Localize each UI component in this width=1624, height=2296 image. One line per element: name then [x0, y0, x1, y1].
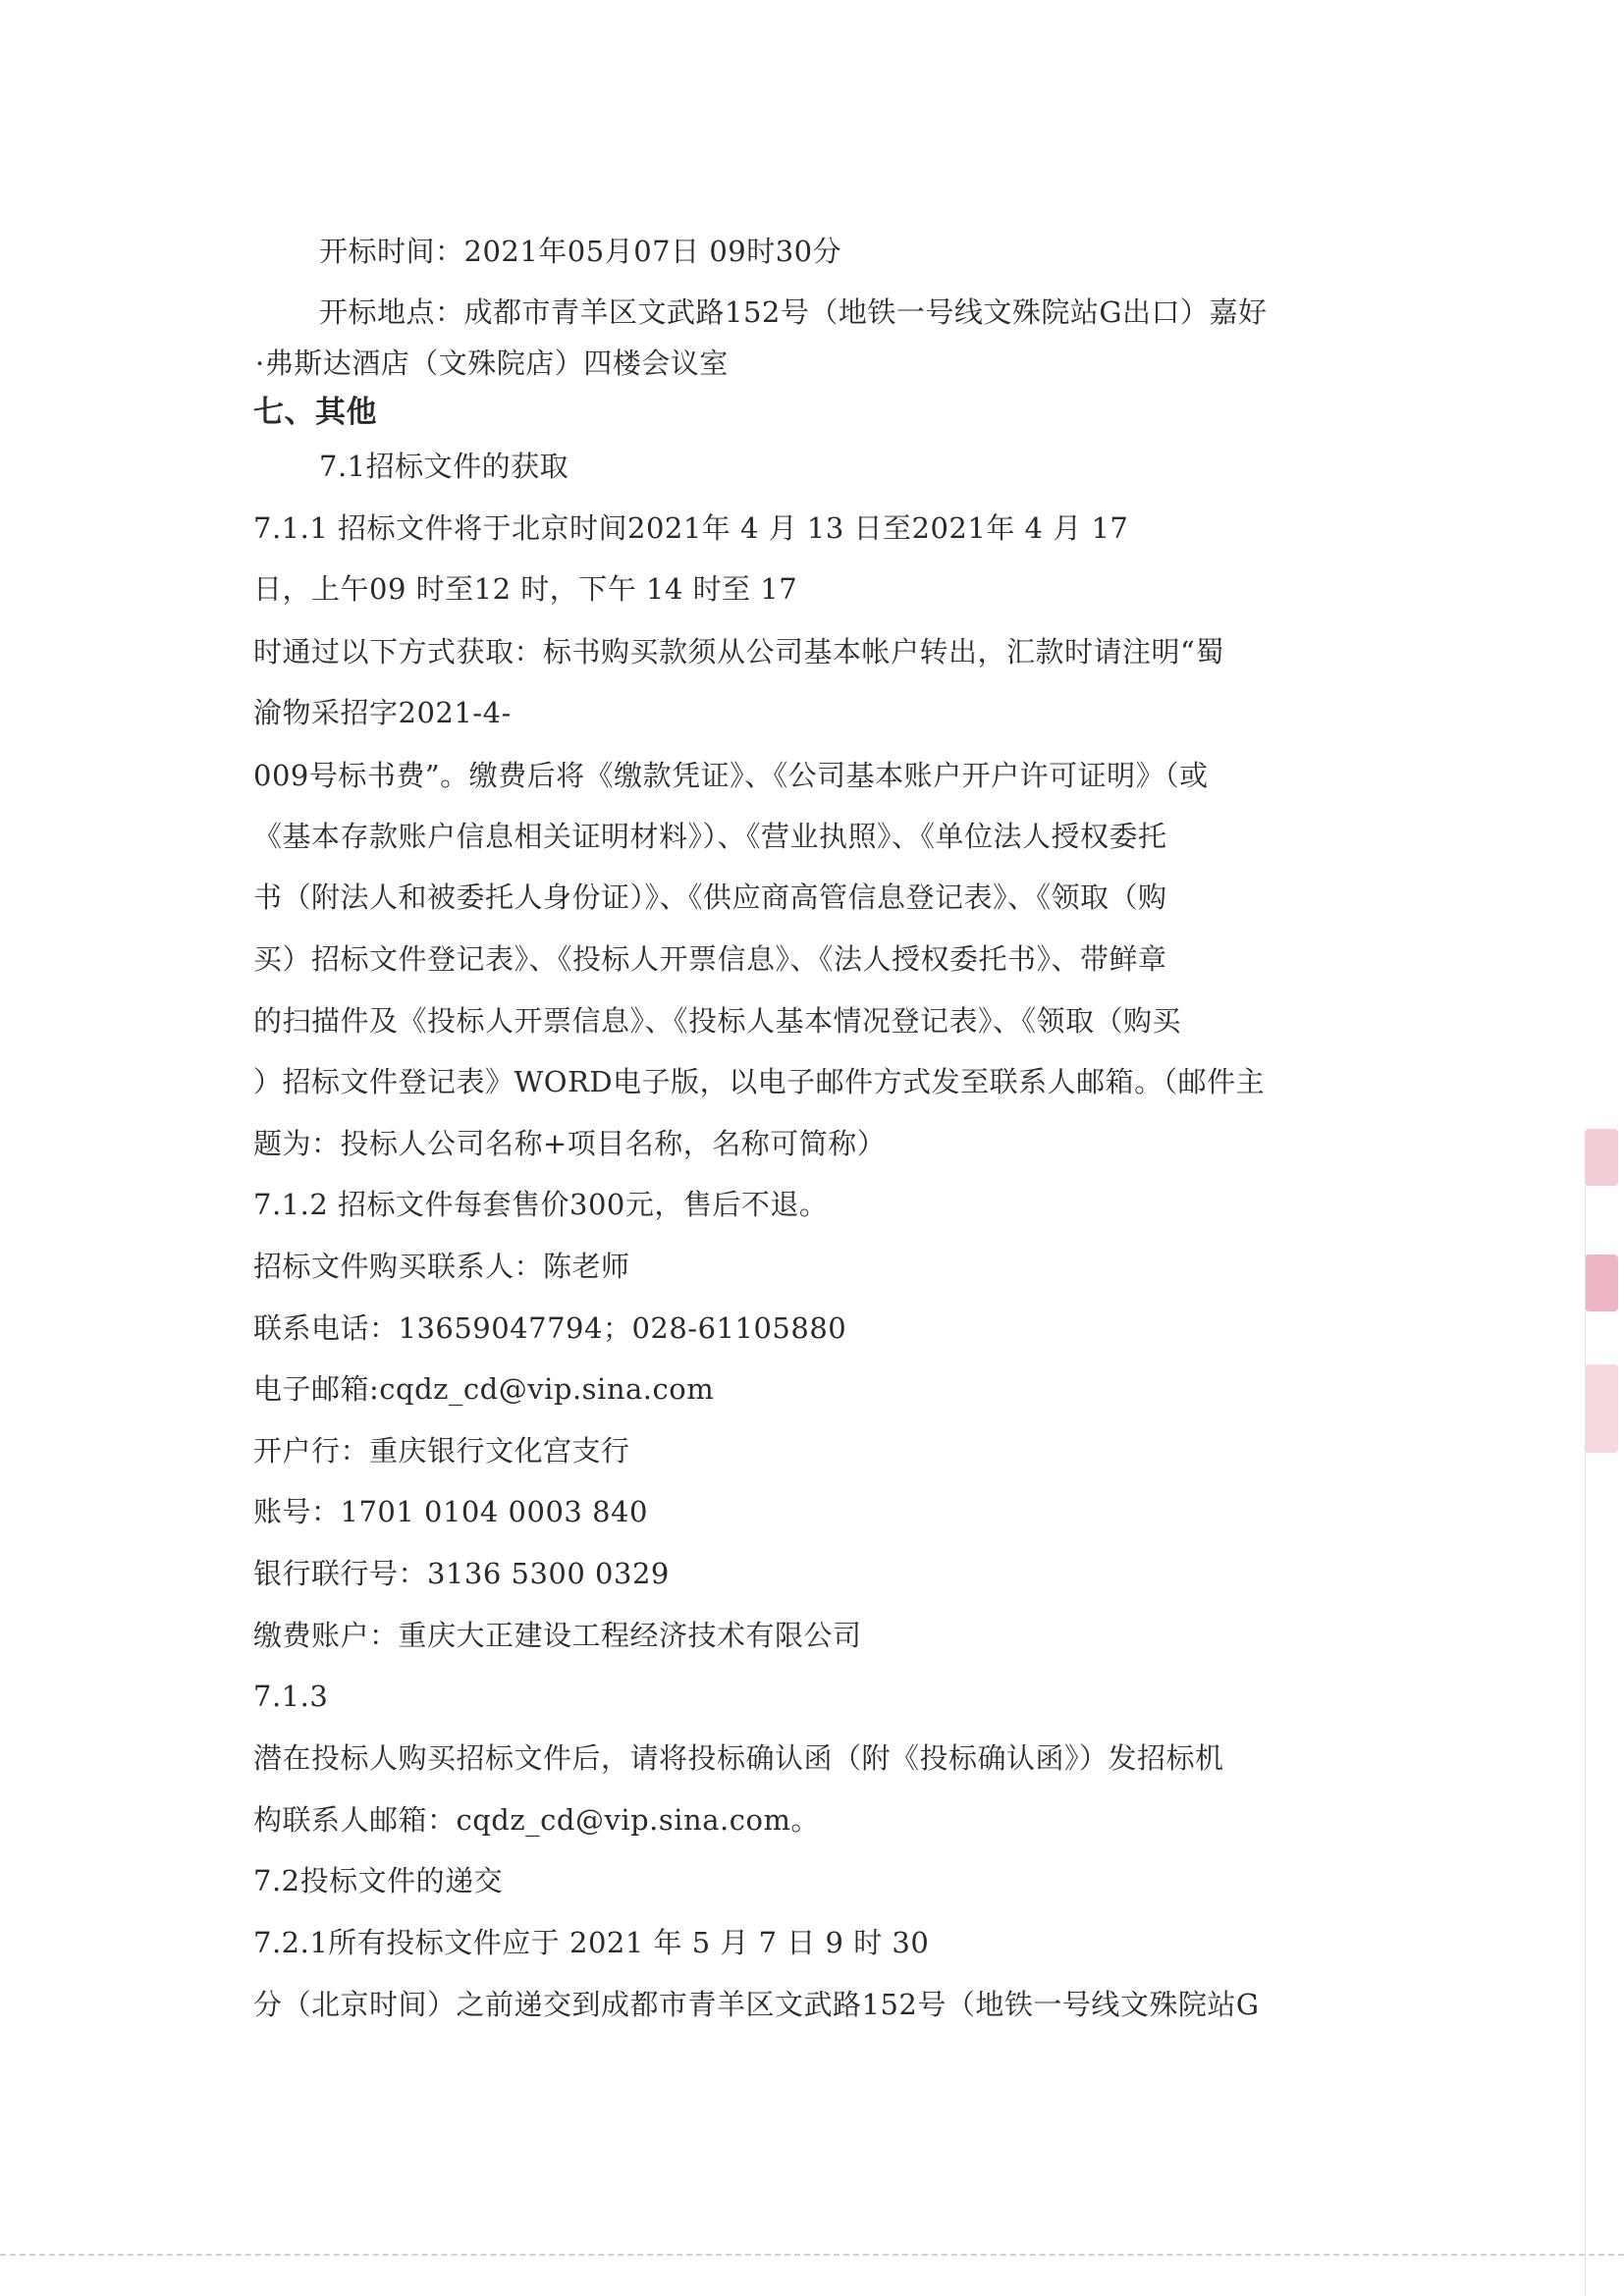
paragraph-line: 买）招标文件登记表》、《投标人开票信息》、《法人授权委托书》、带鲜章 [253, 942, 1167, 976]
contact-phone: 联系电话：13659047794；028-61105880 [253, 1311, 847, 1345]
account-number: 账号：1701 0104 0003 840 [253, 1495, 648, 1528]
paragraph-line: 7.2.1所有投标文件应于 2021 年 5 月 7 日 9 时 30 [253, 1926, 930, 1959]
bank-routing-number: 银行联行号：3136 5300 0329 [253, 1557, 670, 1590]
paragraph-line: 7.1.1 招标文件将于北京时间2021年 4 月 13 日至2021年 4 月 17 [253, 511, 1129, 545]
paragraph-line: ）招标文件登记表》WORD电子版，以电子邮件方式发至联系人邮箱。（邮件主 [253, 1065, 1266, 1098]
contact-person: 招标文件购买联系人：陈老师 [253, 1250, 630, 1283]
seal-edge-mark [1585, 1129, 1618, 1186]
paragraph-line: 潜在投标人购买招标文件后，请将投标确认函（附《投标确认函》）发招标机 [253, 1741, 1224, 1775]
seal-edge-mark [1585, 1255, 1618, 1311]
paragraph-line: 时通过以下方式获取：标书购买款须从公司基本帐户转出，汇款时请注明“蜀 [253, 635, 1224, 668]
paragraph-line: 分（北京时间）之前递交到成都市青羊区文武路152号（地铁一号线文殊院站G [253, 1988, 1260, 2021]
paragraph-line: 《基本存款账户信息相关证明材料》）、《营业执照》、《单位法人授权委托 [253, 820, 1167, 853]
subsection-7-2-heading: 7.2投标文件的递交 [253, 1864, 504, 1897]
price-line: 7.1.2 招标文件每套售价300元，售后不退。 [253, 1188, 829, 1221]
scan-bottom-line [0, 2254, 1624, 2256]
payment-account: 缴费账户：重庆大正建设工程经济技术有限公司 [253, 1619, 862, 1652]
bank-name: 开户行：重庆银行文化宫支行 [253, 1434, 630, 1468]
paragraph-line: 书（附法人和被委托人身份证）》、《供应商高管信息登记表》、《领取（购 [253, 881, 1167, 914]
bid-opening-location-cont: ·弗斯达酒店（文殊院店）四楼会议室 [255, 347, 729, 380]
scan-edge-line [1585, 1178, 1586, 2296]
contact-email: 电子邮箱:cqdz_cd@vip.sina.com [253, 1372, 715, 1406]
paragraph-line: 日，上午09 时至12 时，下午 14 时至 17 [253, 572, 798, 606]
paragraph-line: 构联系人邮箱：cqdz_cd@vip.sina.com。 [253, 1803, 820, 1837]
paragraph-line: 题为：投标人公司名称+项目名称，名称可简称） [253, 1127, 887, 1160]
bid-opening-time: 开标时间：2021年05月07日 09时30分 [319, 235, 842, 268]
paragraph-line: 渝物采招字2021-4- [253, 696, 512, 729]
bid-opening-location: 开标地点：成都市青羊区文武路152号（地铁一号线文殊院站G出口）嘉好 [319, 295, 1268, 329]
seal-edge-mark [1585, 1364, 1618, 1453]
subsection-7-1-heading: 7.1招标文件的获取 [319, 450, 569, 483]
section-heading-other: 七、其他 [253, 395, 377, 430]
paragraph-line: 的扫描件及《投标人开票信息》、《投标人基本情况登记表》、《领取（购买 [253, 1004, 1182, 1038]
subsection-7-1-3: 7.1.3 [253, 1680, 329, 1713]
paragraph-line: 009号标书费”。缴费后将《缴款凭证》、《公司基本账户开户许可证明》（或 [253, 759, 1209, 792]
